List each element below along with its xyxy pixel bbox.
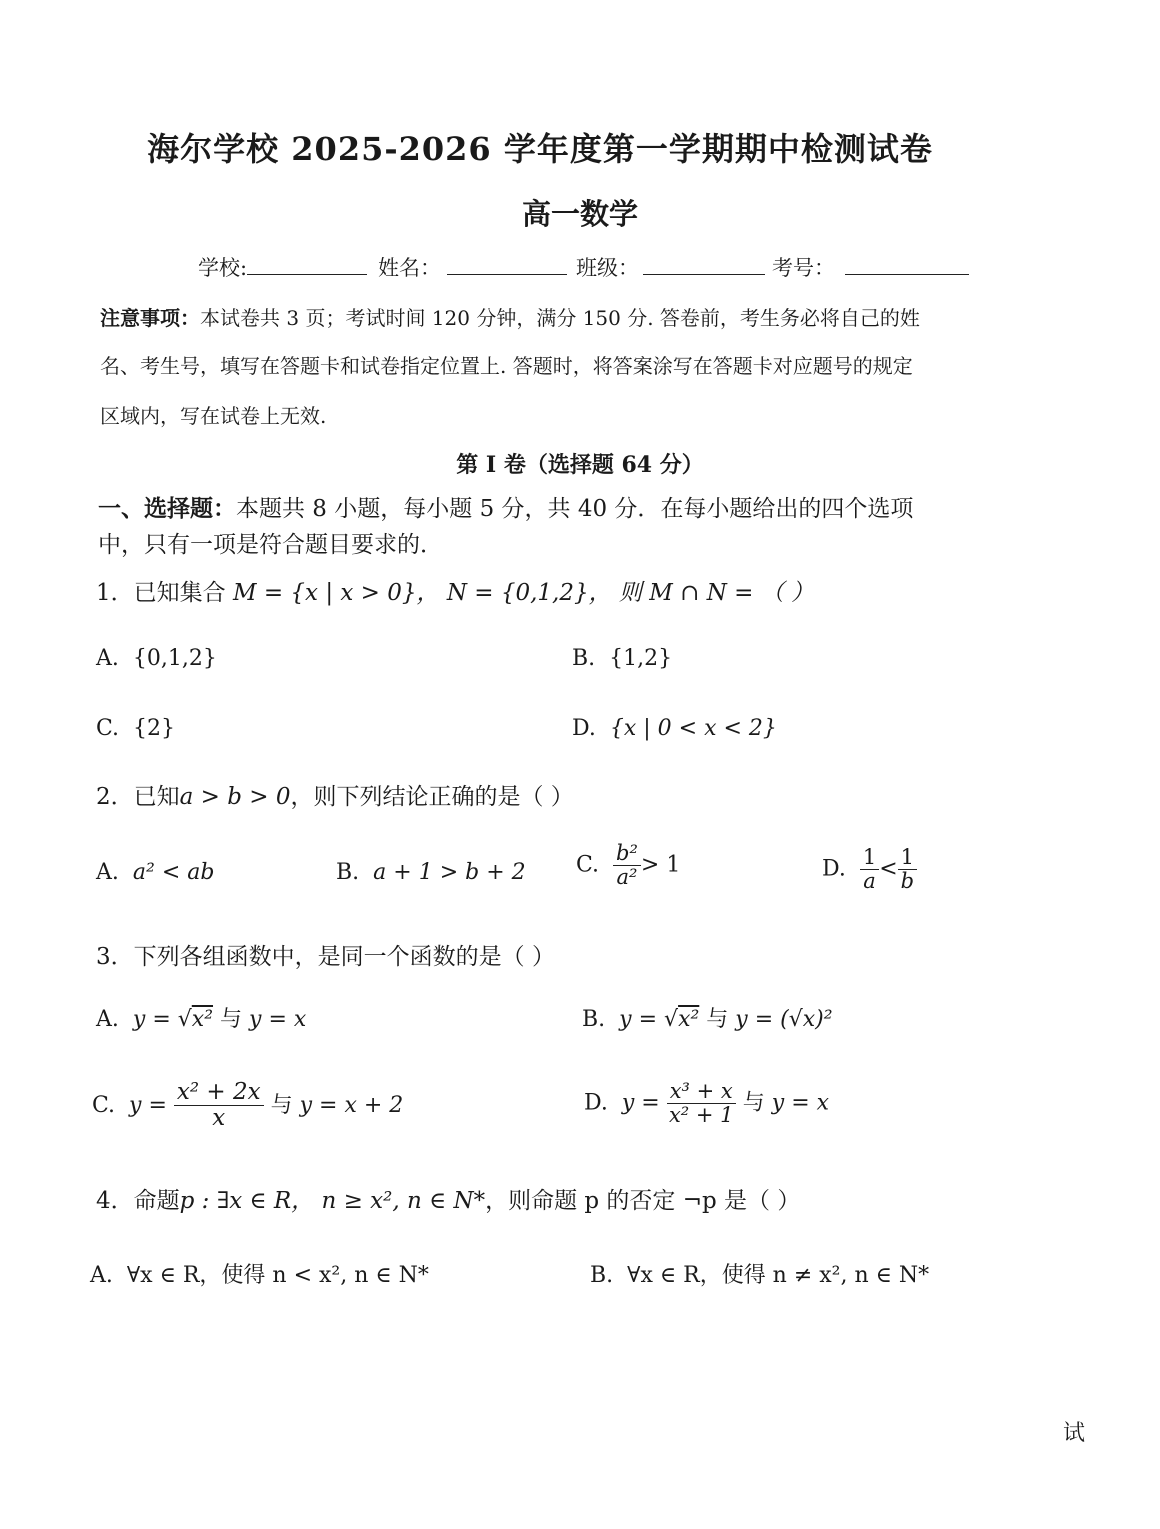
q3-option-c-label: C. xyxy=(92,1092,116,1118)
q3-option-d-fraction xyxy=(667,1080,736,1127)
notice-text-1: 本试卷共 3 页；考试时间 120 分钟，满分 150 分. 答卷前，考生务必将自己的姓 xyxy=(200,306,920,330)
q3-option-d[interactable] xyxy=(584,1080,829,1127)
q3-option-b-right: y = (√x)² xyxy=(735,1007,833,1032)
q2-option-d[interactable] xyxy=(822,846,917,893)
name-field xyxy=(378,252,567,282)
class-field xyxy=(576,252,765,282)
q3-option-a-rad: x² xyxy=(191,1007,214,1032)
q4-option-a[interactable] xyxy=(90,1258,429,1289)
q2-option-d-fraction-2 xyxy=(898,846,917,893)
notice-line-1 xyxy=(100,302,920,331)
part-desc-2: 中，只有一项是符合题目要求的． xyxy=(98,532,443,558)
q4-number: 4． xyxy=(96,1188,134,1214)
notice-label: 注意事项： xyxy=(100,306,200,330)
q2-option-a-text: a² < ab xyxy=(132,860,215,885)
q3-option-d-mid: 与 xyxy=(735,1090,772,1116)
q2-option-a-label: A. xyxy=(96,860,119,885)
q3-option-b-mid: 与 xyxy=(699,1007,736,1032)
q3-stem: 下列各组函数中，是同一个函数的是（ ） xyxy=(133,944,555,970)
q2-number: 2． xyxy=(96,784,134,810)
q3-option-c-mid: 与 xyxy=(263,1092,300,1118)
q2-option-d-fraction-1 xyxy=(860,846,879,893)
q1-option-c-text: {2} xyxy=(133,716,176,741)
exam-subject: 高一数学 xyxy=(521,197,638,231)
exam-title: 海尔学校 2025-2026 学年度第一学期期中检测试卷 xyxy=(147,130,933,168)
q1-option-b-label: B. xyxy=(572,646,596,671)
q1-option-a-text: {0,1,2} xyxy=(132,646,217,671)
q3-option-d-left: y = xyxy=(621,1090,667,1116)
q1-option-c[interactable] xyxy=(96,716,175,741)
q2-option-d-op: < xyxy=(879,856,898,882)
part-label: 一、选择题： xyxy=(98,495,236,522)
q4-math: p : ∃x ∈ R， n ≥ x², n ∈ N* xyxy=(179,1188,486,1214)
q1-option-d[interactable] xyxy=(572,716,777,741)
q3-option-d-right: y = x xyxy=(771,1090,830,1116)
notice-line-3: 区域内，写在试卷上无效. xyxy=(100,404,327,428)
page-edge-text: 试 xyxy=(1063,1421,1086,1446)
q2-option-b-text: a + 1 > b + 2 xyxy=(373,860,526,885)
exam-no-blank[interactable] xyxy=(845,254,969,275)
q3-option-a[interactable]: A. y = √x² 与 y = x xyxy=(96,1007,307,1032)
q3-option-a-label: A. xyxy=(96,1007,119,1032)
question-4 xyxy=(96,1182,800,1215)
q2-tail: ，则下列结论正确的是（ ） xyxy=(290,784,574,810)
name-blank[interactable] xyxy=(447,254,567,275)
q3-option-b-left: y = xyxy=(619,1007,665,1032)
school-field xyxy=(198,252,367,282)
question-2 xyxy=(96,778,574,811)
q1-number: 1． xyxy=(96,580,134,606)
q3-option-c-num: x² + 2x xyxy=(176,1079,261,1105)
q1-math: M = {x | x > 0}， N = {0,1,2}， 则 M ∩ N = （ ） xyxy=(232,580,815,606)
q4-option-b-label: B. xyxy=(590,1263,614,1288)
part-desc-1: 本题共 8 小题，每小题 5 分，共 40 分．在每小题给出的四个选项 xyxy=(236,496,914,522)
q3-option-c-left: y = xyxy=(129,1092,174,1118)
q3-option-a-left: y = xyxy=(132,1007,178,1032)
school-blank[interactable] xyxy=(247,254,367,275)
q2-option-c-fraction xyxy=(613,842,641,889)
q4-option-b[interactable] xyxy=(590,1258,929,1289)
exam-no-label: 考号： xyxy=(772,256,835,280)
notice-line-2: 名、考生号，填写在答题卡和试卷指定位置上. 答题时，将答案涂写在答题卡对应题号的规定 xyxy=(100,354,913,378)
q3-number: 3． xyxy=(96,944,134,970)
question-1 xyxy=(96,574,814,607)
class-blank[interactable] xyxy=(643,254,765,275)
q2-option-d-d1: a xyxy=(863,869,876,894)
q2-option-c-rest: > 1 xyxy=(640,852,681,878)
q3-option-a-right: y = x xyxy=(249,1007,307,1032)
q2-option-c[interactable] xyxy=(576,842,680,889)
q4-tail: ，则命题 p 的否定 ¬p 是（ ） xyxy=(485,1188,801,1214)
q1-option-a[interactable] xyxy=(96,646,217,671)
q4-stem: 命题 xyxy=(133,1188,180,1214)
q3-option-b[interactable]: B. y = √x² 与 y = (√x)² xyxy=(582,1007,833,1032)
q3-option-d-den: x² + 1 xyxy=(668,1103,734,1128)
q3-option-c[interactable] xyxy=(92,1080,403,1132)
q4-option-a-text: ∀x ∈ R，使得 n < x², n ∈ N* xyxy=(126,1263,429,1288)
q3-option-c-fraction xyxy=(174,1080,264,1132)
q1-option-d-text: {x | 0 < x < 2} xyxy=(609,716,777,741)
q2-option-a[interactable] xyxy=(96,860,214,885)
q1-option-a-label: A. xyxy=(96,646,119,671)
q3-option-a-mid: 与 xyxy=(213,1007,250,1032)
q3-option-c-right: y = x + 2 xyxy=(299,1092,404,1118)
q2-stem: 已知 xyxy=(133,784,180,810)
q2-option-c-den: a² xyxy=(616,865,638,890)
q2-option-b-label: B. xyxy=(336,860,360,885)
question-3 xyxy=(96,938,555,971)
school-label: 学校: xyxy=(198,256,248,280)
q2-option-d-n1: 1 xyxy=(860,846,879,870)
q3-option-c-den: x xyxy=(212,1105,226,1132)
q4-option-a-label: A. xyxy=(90,1263,113,1288)
part-heading-line-1 xyxy=(98,490,913,523)
q3-option-b-label: B. xyxy=(582,1007,606,1032)
class-label: 班级： xyxy=(576,256,639,280)
q1-stem: 已知集合 xyxy=(133,580,226,606)
q1-option-d-label: D. xyxy=(572,716,596,741)
name-label: 姓名： xyxy=(378,256,441,280)
q3-option-d-label: D. xyxy=(584,1090,608,1116)
q2-option-c-label: C. xyxy=(576,852,600,878)
exam-no-field xyxy=(772,252,969,282)
q3-option-b-rad: x² xyxy=(678,1007,700,1032)
q1-option-b-text: {1,2} xyxy=(609,646,673,671)
q2-option-d-d2: b xyxy=(900,869,915,894)
q4-option-b-text: ∀x ∈ R，使得 n ≠ x², n ∈ N* xyxy=(627,1263,930,1288)
q2-option-b[interactable] xyxy=(336,860,526,885)
q2-option-d-n2: 1 xyxy=(898,846,917,870)
q2-option-d-label: D. xyxy=(822,856,846,882)
q3-option-d-num: x³ + x xyxy=(669,1079,733,1103)
q1-option-b[interactable] xyxy=(572,646,672,671)
q2-math: a > b > 0 xyxy=(179,784,291,810)
q2-option-c-num: b² xyxy=(616,841,638,865)
section-title: 第 I 卷（选择题 64 分） xyxy=(456,452,704,478)
q1-option-c-label: C. xyxy=(96,716,120,741)
